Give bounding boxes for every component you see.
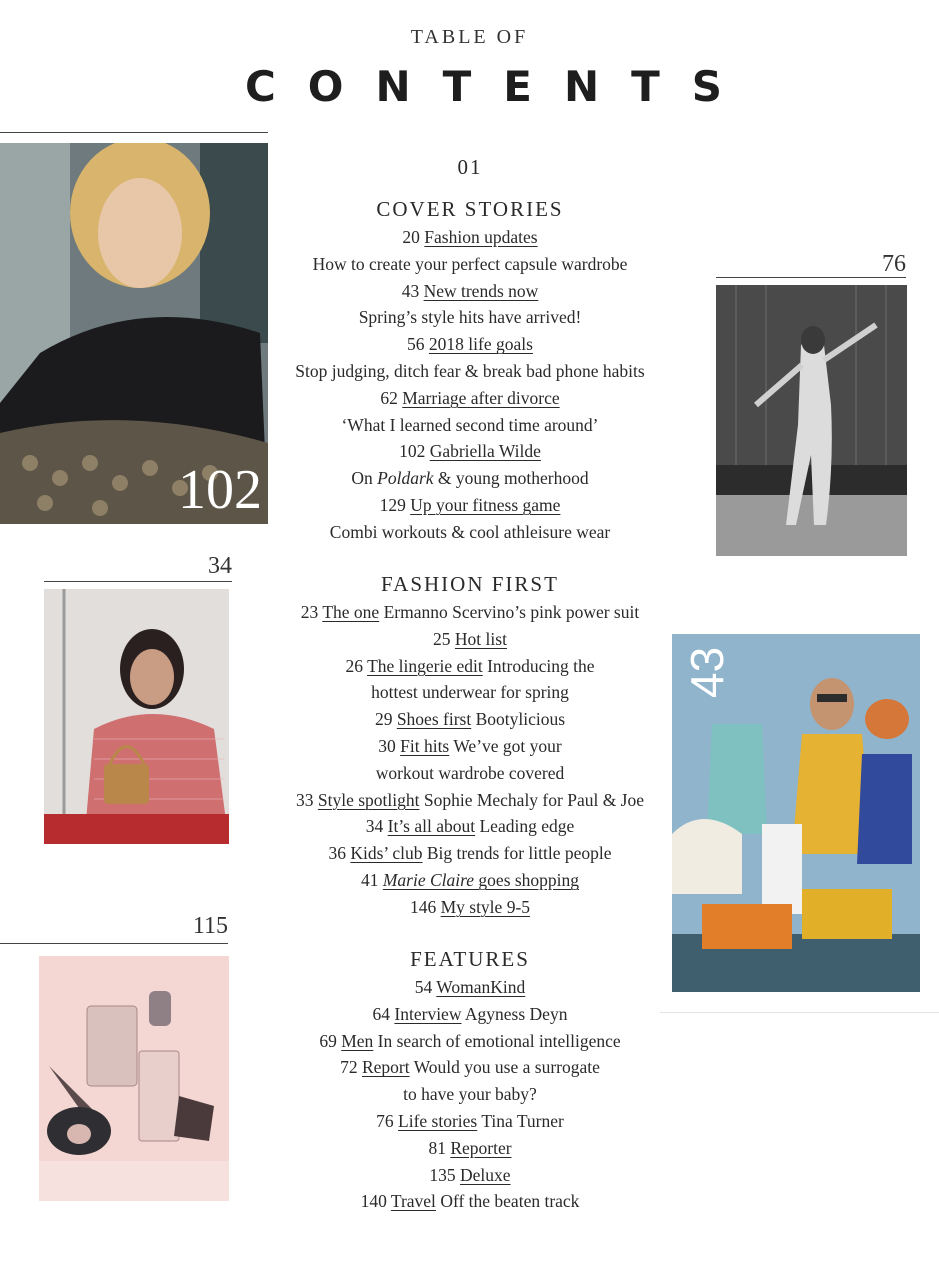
entry-link[interactable]: Fashion updates	[424, 227, 538, 247]
toc-entry[interactable]: 146 My style 9-5	[409, 896, 531, 917]
toc-entry[interactable]: 30 Fit hits We’ve got your	[378, 735, 562, 756]
section-fashion-first	[270, 569, 670, 921]
entry-link[interactable]: Life stories	[398, 1110, 478, 1131]
entry-link[interactable]: Report	[361, 1057, 410, 1078]
toc-entry[interactable]: 33 Style spotlight Sophie Mechaly for Paul & Joe	[295, 789, 645, 810]
entry-link[interactable]: Up your fitness game	[410, 494, 561, 515]
entry-link[interactable]: Fit hits	[400, 735, 450, 756]
photo-number-115: 115	[192, 913, 228, 939]
issue-number: 01	[457, 155, 483, 179]
entry-link[interactable]: The lingerie edit	[367, 655, 483, 676]
toc-entry[interactable]: 76 Life stories Tina Turner	[376, 1110, 564, 1131]
entry-link[interactable]: Marie Claire goes shopping	[382, 869, 580, 890]
entry-link[interactable]: Reporter	[450, 1137, 512, 1158]
entry-link[interactable]: The one	[322, 602, 380, 622]
divider	[660, 1012, 939, 1013]
entry-link[interactable]: Gabriella Wilde	[429, 441, 541, 462]
section-title: FASHION FIRST	[381, 572, 559, 596]
photo-34-image	[44, 589, 229, 844]
entry-link[interactable]: Style spotlight	[317, 789, 420, 810]
photo-76[interactable]	[716, 285, 907, 556]
toc-entry[interactable]: 29 Shoes first Bootylicious	[374, 709, 566, 730]
toc-entry[interactable]: 135 Deluxe	[429, 1164, 511, 1185]
entry-description: On Poldark & young motherhood	[351, 468, 589, 489]
toc-entry[interactable]: 56 2018 life goals	[407, 334, 533, 355]
entry-link[interactable]: It’s all about	[387, 816, 476, 837]
photo-43[interactable]	[672, 634, 920, 992]
divider	[0, 132, 268, 133]
entry-description: Combi workouts & cool athleisure wear	[329, 521, 611, 542]
entry-link[interactable]: My style 9-5	[440, 896, 531, 917]
toc-entry[interactable]: 41 Marie Claire goes shopping	[360, 869, 580, 890]
entry-link[interactable]: Deluxe	[460, 1164, 511, 1185]
entry-description: How to create your perfect capsule wardrobe	[312, 253, 628, 274]
divider	[716, 277, 906, 278]
toc-entry[interactable]: 54 WomanKind	[414, 977, 526, 997]
cover-photo-102[interactable]	[0, 143, 268, 524]
toc-entry[interactable]: 69 Men In search of emotional intelligence	[319, 1030, 621, 1051]
photo-number-76: 76	[882, 251, 906, 277]
entry-link[interactable]: Travel	[390, 1191, 436, 1212]
toc-entry[interactable]: 102 Gabriella Wilde	[399, 441, 541, 462]
divider	[44, 581, 232, 582]
entry-link[interactable]: Marriage after divorce	[402, 387, 560, 408]
header-top-label: TABLE OF	[410, 26, 529, 48]
toc-entry[interactable]: 140 Travel Off the beaten track	[360, 1191, 580, 1212]
toc-entry[interactable]: 81 Reporter	[428, 1137, 512, 1158]
entry-description: ‘What I learned second time around’	[341, 414, 599, 435]
section-title: FEATURES	[410, 947, 530, 971]
entry-link[interactable]: New trends now	[423, 280, 539, 301]
entry-description: Spring’s style hits have arrived!	[358, 307, 582, 328]
photo-number-43: 43	[681, 646, 733, 698]
toc-entry[interactable]: 36 Kids’ club Big trends for little people	[328, 843, 612, 864]
divider	[0, 943, 228, 944]
toc-entry[interactable]: 34 It’s all about Leading edge	[365, 816, 575, 837]
toc-entry[interactable]: 26 The lingerie edit Introducing the	[345, 655, 595, 676]
photo-number-34: 34	[208, 553, 232, 579]
entry-link[interactable]: Kids’ club	[350, 843, 423, 864]
toc-entry[interactable]: 64 Interview Agyness Deyn	[372, 1003, 568, 1024]
entry-description: workout wardrobe covered	[375, 762, 565, 783]
toc-entry[interactable]: 62 Marriage after divorce	[380, 387, 560, 408]
entry-description: hottest underwear for spring	[371, 682, 569, 703]
entry-link[interactable]: Men	[341, 1030, 374, 1051]
entry-link[interactable]: 2018 life goals	[428, 334, 533, 355]
entry-link[interactable]: WomanKind	[436, 977, 526, 997]
photo-number-102: 102	[178, 459, 262, 521]
photo-34[interactable]	[44, 589, 229, 844]
entry-link[interactable]: Interview	[394, 1003, 462, 1024]
entry-description: to have your baby?	[403, 1084, 537, 1105]
entry-link[interactable]: Hot list	[454, 628, 507, 649]
toc-entry[interactable]: 23 The one Ermanno Scervino’s pink power suit	[300, 602, 640, 622]
toc-entry[interactable]: 25 Hot list	[433, 628, 507, 649]
section-title: COVER STORIES	[376, 197, 564, 221]
photo-115[interactable]	[39, 956, 229, 1201]
toc-entry[interactable]: 43 New trends now	[401, 280, 539, 301]
page-title: CONTENTS	[244, 62, 755, 111]
entry-description: Stop judging, ditch fear & break bad phone habits	[295, 360, 645, 381]
photo-115-image	[39, 956, 229, 1201]
section-cover-stories	[270, 194, 670, 546]
photo-76-image	[716, 285, 907, 556]
toc-entry[interactable]: 20 Fashion updates	[402, 227, 538, 247]
toc-entry[interactable]: 72 Report Would you use a surrogate	[340, 1057, 600, 1078]
entry-link[interactable]: Shoes first	[396, 709, 472, 730]
section-features	[270, 944, 670, 1215]
toc-entry[interactable]: 129 Up your fitness game	[379, 494, 561, 515]
